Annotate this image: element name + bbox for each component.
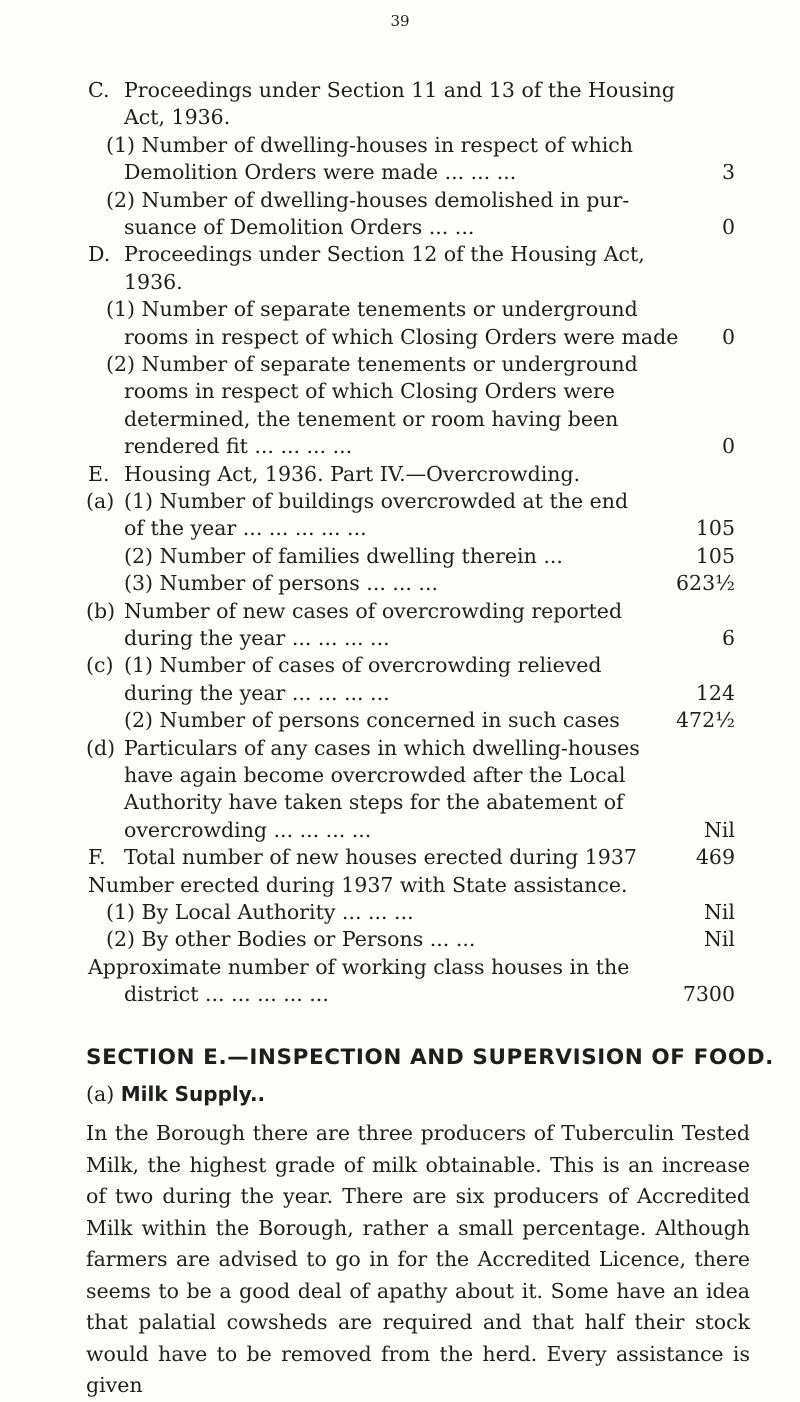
- text-line: [0, 405, 800, 433]
- line-label: C.: [88, 78, 110, 102]
- text-line: [0, 186, 800, 214]
- text-line: [0, 925, 800, 953]
- line-value: 7300: [682, 982, 735, 1007]
- line-value: 3: [721, 160, 735, 185]
- text-line: [0, 734, 800, 762]
- text-line: [0, 761, 800, 789]
- text-line: [0, 131, 800, 159]
- line-value: 0: [721, 324, 735, 349]
- text-line: [0, 788, 800, 816]
- text-line: [0, 514, 800, 542]
- line-text: (1) Number of dwelling-houses in respect of which: [106, 132, 633, 157]
- line-label: (a): [86, 489, 115, 513]
- line-text: rendered fit ... ... ... ...: [124, 434, 353, 459]
- line-label: F.: [88, 845, 106, 870]
- line-text: Authority have taken steps for the abatement of: [124, 790, 624, 815]
- line-text: Proceedings under Section 12 of the Housing Act,: [124, 242, 645, 267]
- text-line: [0, 679, 800, 707]
- line-text: (1) Number of separate tenements or underground: [106, 297, 638, 322]
- line-text: (2) Number of persons concerned in such cases: [124, 708, 620, 733]
- line-text: 1936.: [124, 269, 183, 294]
- line-text: Approximate number of working class houses in the: [88, 954, 630, 979]
- line-text: (1) By Local Authority ... ... ...: [106, 900, 414, 924]
- line-text: (1) Number of cases of overcrowding relieved: [124, 653, 602, 678]
- line-text: rooms in respect of which Closing Orders were made: [124, 324, 679, 349]
- line-label: (d): [86, 735, 116, 760]
- text-line: [0, 460, 800, 488]
- text-line: [0, 350, 800, 378]
- line-text: district ... ... ... ... ...: [124, 982, 329, 1007]
- text-line: [0, 871, 800, 899]
- page-number: 39: [390, 12, 410, 30]
- line-text: (1) Number of buildings overcrowded at the end: [124, 489, 629, 513]
- line-text: Particulars of any cases in which dwelling-houses: [124, 735, 640, 760]
- section-heading: SECTION E.—INSPECTION AND SUPERVISION OF FOOD.: [86, 1045, 774, 1070]
- text-line: [0, 323, 800, 351]
- line-value: 105: [695, 516, 735, 541]
- line-value: 472½: [676, 708, 735, 733]
- line-text: Total number of new houses erected during 1937: [124, 845, 637, 870]
- line-text: Proceedings under Section 11 and 13 of the Housing: [124, 78, 675, 102]
- text-line: [0, 103, 800, 131]
- text-line: [0, 76, 800, 104]
- text-line: [0, 597, 800, 625]
- text-line: [0, 432, 800, 460]
- line-label: D.: [88, 242, 111, 267]
- line-text: of the year ... ... ... ... ...: [124, 516, 367, 541]
- text-line: [0, 816, 800, 844]
- line-value: Nil: [703, 817, 735, 842]
- line-value: 6: [721, 626, 735, 650]
- text-line: [0, 953, 800, 981]
- text-line: [0, 980, 800, 1008]
- line-text: (2) Number of families dwelling therein ...: [124, 543, 563, 568]
- line-value: Nil: [703, 927, 735, 952]
- subheading-title: Milk Supply..: [120, 1082, 266, 1106]
- line-text: Housing Act, 1936. Part IV.—Overcrowding.: [124, 461, 581, 486]
- line-value: 105: [695, 543, 735, 568]
- line-text: Number erected during 1937 with State assistance.: [88, 872, 628, 897]
- line-text: determined, the tenement or room having been: [124, 406, 619, 431]
- line-text: Number of new cases of overcrowding reported: [124, 598, 623, 623]
- line-text: suance of Demolition Orders ... ...: [124, 215, 475, 239]
- line-value: 0: [721, 215, 735, 239]
- text-line: [0, 487, 800, 515]
- line-value: Nil: [703, 900, 735, 924]
- line-text: during the year ... ... ... ...: [124, 626, 390, 650]
- text-line: [0, 542, 800, 570]
- subheading: [86, 1082, 265, 1106]
- line-value: 124: [695, 680, 735, 705]
- line-label: E.: [88, 461, 110, 486]
- line-text: (2) By other Bodies or Persons ... ...: [106, 927, 476, 952]
- line-label: (b): [86, 598, 116, 623]
- text-line: [0, 295, 800, 323]
- text-line: [0, 843, 800, 871]
- line-text: (2) Number of dwelling-houses demolished in pur-: [106, 187, 630, 212]
- text-line: [0, 158, 800, 186]
- line-text: Demolition Orders were made ... ... ...: [124, 160, 517, 185]
- line-text: rooms in respect of which Closing Orders were: [124, 379, 615, 404]
- text-line: [0, 213, 800, 241]
- milk-supply-paragraph: In the Borough there are three producers of Tuberculin Tested Milk, the highest grade of milk obtainable. This is an increase of two during the year. There are six producers of Accredited Milk within the Borough, rather a small percentage. Although farmers are advised to go in for the Accredited Licence, there seems to be a good deal of apathy about it. Some have an idea that palatial cowsheds are required and that half their stock would have to be removed from the herd. Every assistance is given: [86, 1121, 750, 1397]
- subheading-label: (a): [86, 1082, 115, 1106]
- line-text: Act, 1936.: [124, 105, 231, 130]
- line-text: overcrowding ... ... ... ...: [124, 817, 372, 842]
- text-line: [0, 898, 800, 926]
- line-label: (c): [86, 653, 114, 678]
- line-text: have again become overcrowded after the Local: [124, 763, 626, 787]
- text-line: [0, 377, 800, 405]
- text-line: [0, 706, 800, 734]
- text-line: [0, 268, 800, 296]
- text-line: [0, 569, 800, 597]
- text-line: [0, 240, 800, 268]
- line-text: (2) Number of separate tenements or underground: [106, 352, 638, 376]
- line-text: during the year ... ... ... ...: [124, 680, 390, 705]
- text-line: [0, 624, 800, 652]
- line-value: 0: [721, 434, 735, 459]
- line-text: (3) Number of persons ... ... ...: [124, 571, 438, 596]
- line-value: 623½: [676, 571, 735, 596]
- text-line: [0, 651, 800, 679]
- line-value: 469: [695, 845, 735, 870]
